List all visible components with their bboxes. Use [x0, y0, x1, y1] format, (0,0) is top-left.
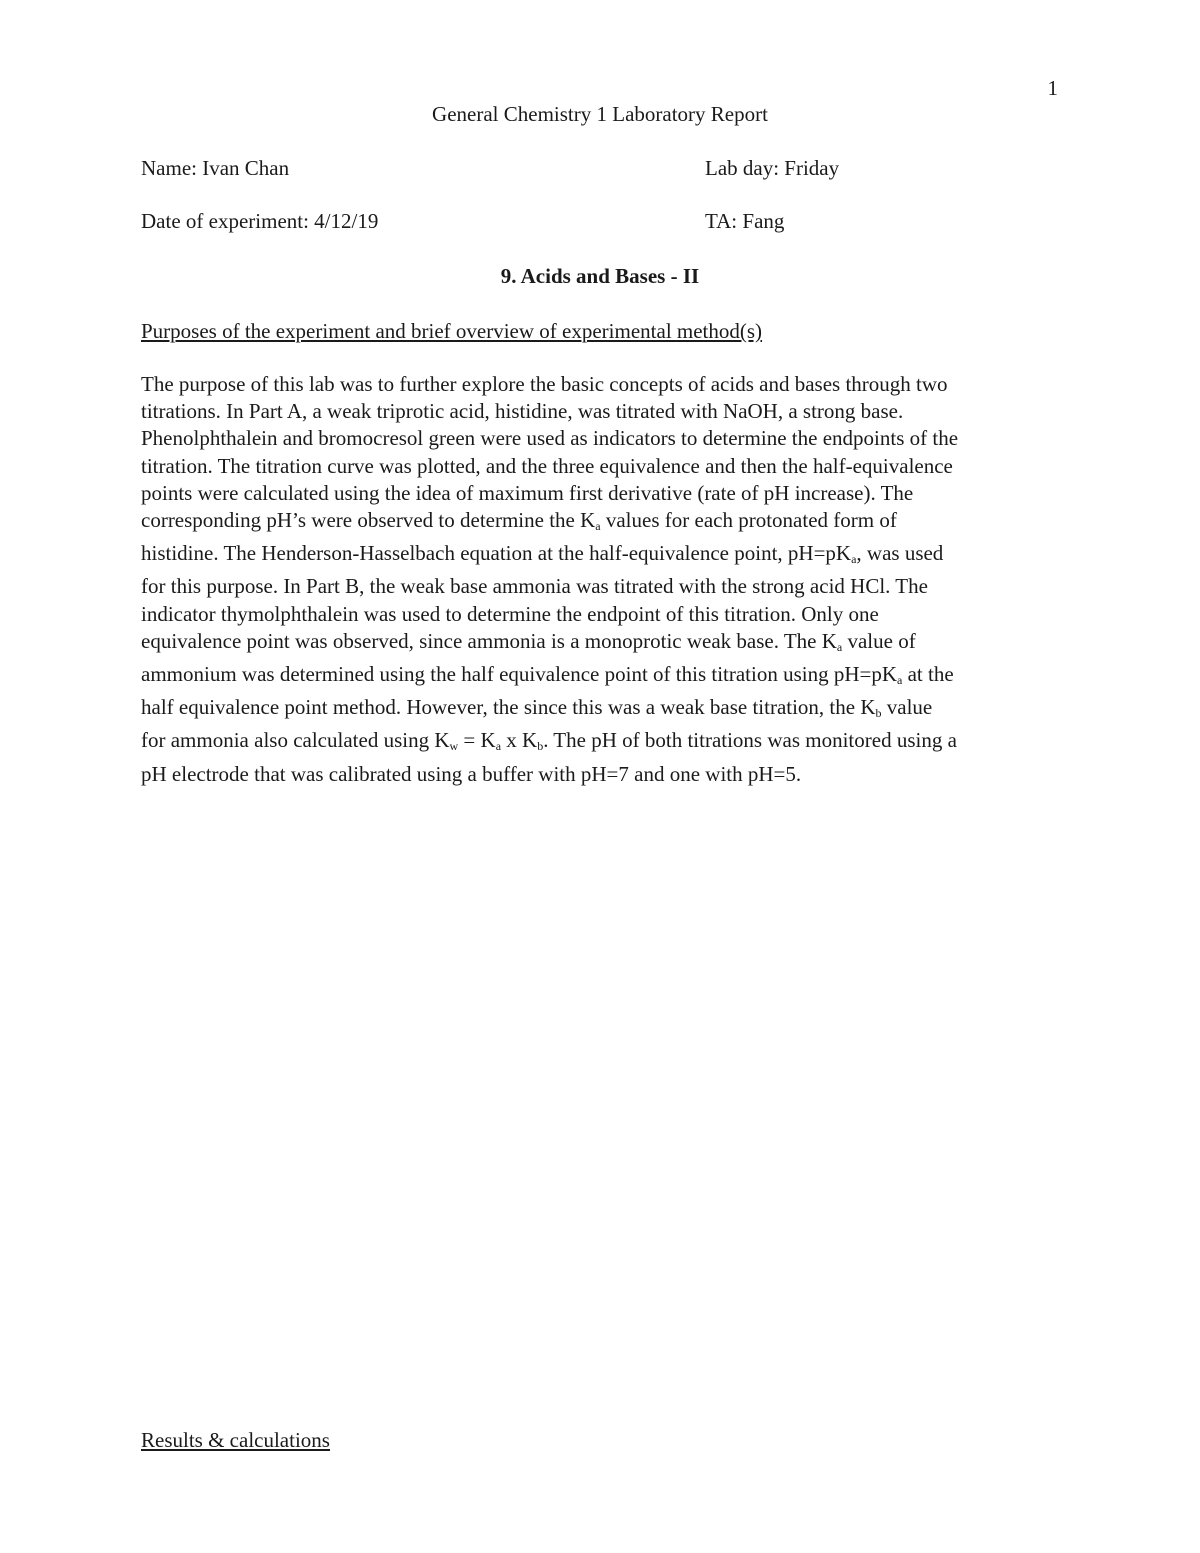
text-run: half equivalence point method. However, the since this was a weak base titration, the K [141, 695, 876, 720]
page-number: 1 [1047, 76, 1058, 100]
text-run: . The pH of both titrations was monitored using a [543, 728, 957, 753]
text-run: equivalence point was observed, since ammonia is a monoprotic weak base. The K [141, 628, 837, 653]
text-run: value [881, 695, 933, 720]
subscript: a [595, 519, 601, 534]
subscript: a [897, 673, 903, 688]
paragraph-line [141, 628, 1066, 661]
paragraph-line [141, 661, 1066, 694]
name-field: Name: Ivan Chan [141, 156, 290, 180]
subscript: a [495, 739, 502, 754]
report-title: General Chemistry 1 Laboratory Report [432, 102, 768, 126]
text-run: ammonium was determined using the half equivalence point of this titration using pH=pK [141, 662, 898, 687]
text-run: pH electrode that was calibrated using a buffer with pH=7 and one with pH=5. [141, 761, 802, 786]
paragraph-line [141, 480, 1066, 507]
text-run: at the [902, 662, 954, 687]
text-run: indicator thymolphthalein was used to determine the endpoint of this titration. Only one [141, 601, 879, 626]
subscript: a [836, 639, 843, 654]
text-run: corresponding pH’s were observed to determine the K [141, 508, 596, 533]
purpose-paragraph [141, 371, 1066, 788]
date-field: Date of experiment: 4/12/19 [141, 209, 379, 233]
subscript: a [851, 552, 857, 567]
text-run: for ammonia also calculated using K [141, 728, 450, 753]
text-run: values for each protonated form of [600, 508, 897, 533]
text-run: The purpose of this lab was to further explore the basic concepts of acids and bases through two [141, 372, 948, 396]
paragraph-line [141, 573, 1066, 600]
text-run: = K [458, 728, 496, 753]
text-run: points were calculated using the idea of maximum first derivative (rate of pH increase). The [141, 480, 914, 505]
text-run: for this purpose. In Part B, the weak base ammonia was titrated with the strong acid HCl. The [141, 574, 928, 599]
paragraph-line [141, 507, 1066, 540]
ta-field: TA: Fang [705, 209, 785, 233]
lab-day-field: Lab day: Friday [705, 156, 840, 180]
paragraph-line [141, 727, 1066, 760]
text-run: histidine. The Henderson-Hasselbach equation at the half-equivalence point, pH=pK [141, 541, 852, 566]
paragraph-line [141, 601, 1066, 628]
paragraph-line [141, 398, 1066, 425]
text-run: value of [842, 628, 916, 653]
text-run: titration. The titration curve was plotted, and the three equivalence and then the half-equivalence [141, 453, 953, 478]
experiment-title: 9. Acids and Bases - II [500, 264, 700, 288]
subscript: w [449, 739, 459, 754]
paragraph-line [141, 694, 1066, 727]
paragraph-line [141, 425, 1066, 452]
text-run: Phenolphthalein and bromocresol green were used as indicators to determine the endpoints of the [141, 426, 959, 451]
paragraph-line [141, 371, 1066, 398]
purpose-heading: Purposes of the experiment and brief overview of experimental method(s) [141, 319, 763, 343]
paragraph-line [141, 761, 1066, 788]
text-run: x K [501, 728, 538, 753]
paragraph-line [141, 453, 1066, 480]
text-run: titrations. In Part A, a weak triprotic acid, histidine, was titrated with NaOH, a strong base. [141, 399, 904, 424]
paragraph-line [141, 540, 1066, 573]
subscript: b [537, 739, 544, 754]
subscript: b [875, 706, 882, 721]
text-run: , was used [856, 541, 944, 566]
results-heading: Results & calculations [141, 1428, 330, 1452]
